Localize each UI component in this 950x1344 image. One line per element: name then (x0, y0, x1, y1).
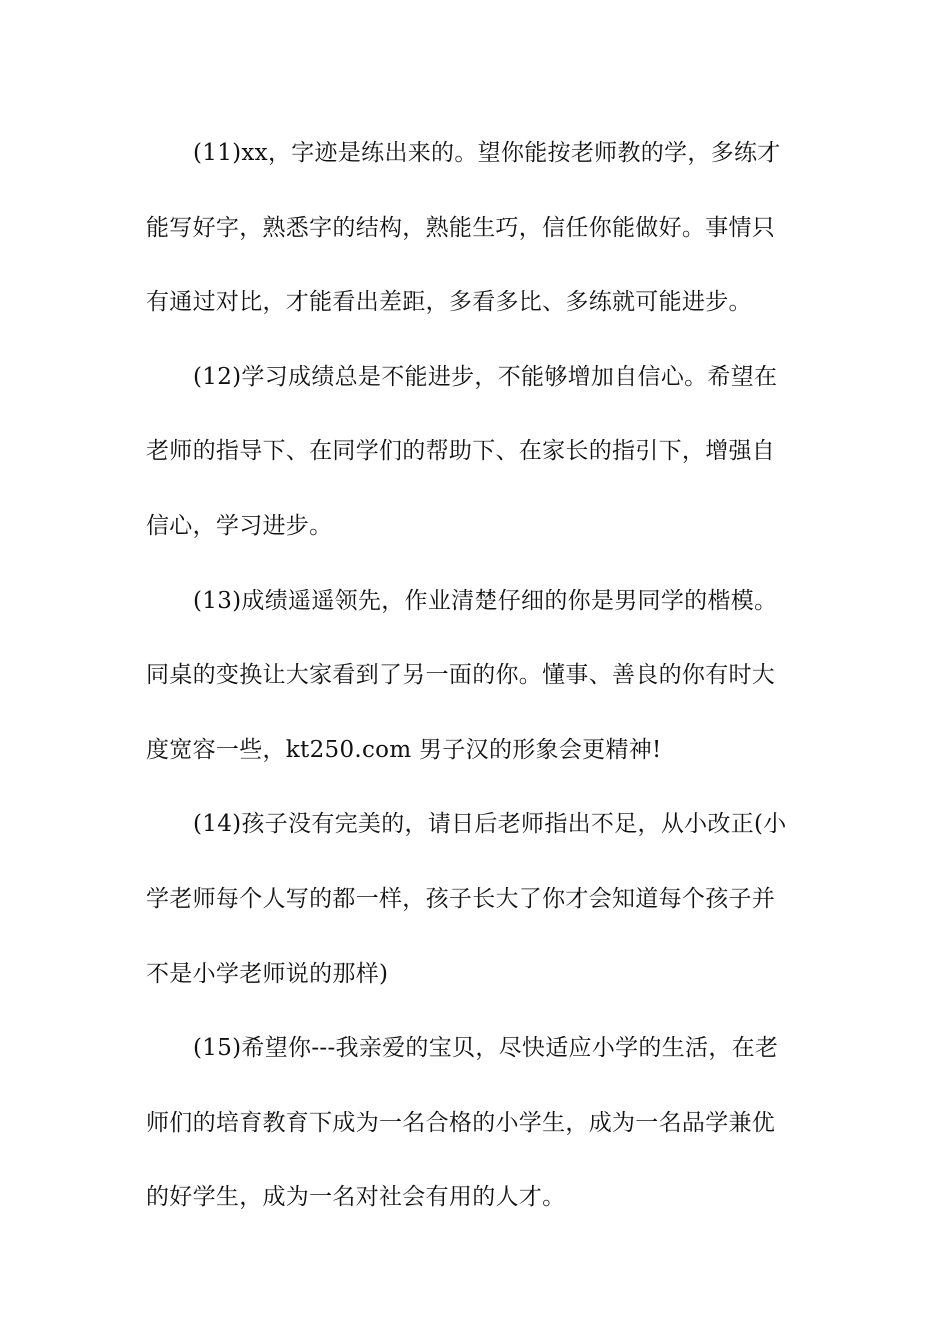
paragraph-11 (146, 116, 810, 340)
paragraph-13 (146, 564, 810, 788)
paragraph-line: (11)xx，字迹是练出来的。望你能按老师教的学，多练才 (193, 140, 781, 166)
paragraph-14 (146, 787, 810, 1011)
paragraph-line: 师们的培育教育下成为一名合格的小学生，成为一名品学兼优 (146, 1109, 776, 1136)
paragraph-line: 有通过对比，才能看出差距，多看多比、多练就可能进步。 (146, 289, 752, 316)
paragraph-line: 能写好字，熟悉字的结构，熟能生巧，信任你能做好。事情只 (146, 214, 776, 241)
paragraph-line: (15)希望你---我亲爱的宝贝，尽快适应小学的生活，在老 (193, 1035, 779, 1062)
paragraph-line: 信心，学习进步。 (146, 512, 333, 539)
paragraph-line: 不是小学老师说的那样) (146, 960, 389, 987)
paragraph-line: (12)学习成绩总是不能进步，不能够增加自信心。希望在 (193, 363, 778, 390)
paragraph-line: 老师的指导下、在同学们的帮助下、在家长的指引下，增强自 (146, 438, 776, 465)
paragraph-12 (146, 340, 810, 564)
document-body (146, 116, 810, 1235)
paragraph-line: 学老师每个人写的都一样，孩子长大了你才会知道每个孩子并 (146, 885, 776, 912)
paragraph-15 (146, 1011, 810, 1235)
paragraph-line: (14)孩子没有完美的，请日后老师指出不足，从小改正(小 (193, 811, 787, 838)
paragraph-line: (13)成绩遥遥领先，作业清楚仔细的你是男同学的楷模。 (193, 587, 778, 614)
paragraph-line: 度宽容一些，kt250.com 男子汉的形象会更精神! (146, 736, 662, 763)
paragraph-line: 同桌的变换让大家看到了另一面的你。懂事、善良的你有时大 (146, 662, 776, 689)
paragraph-line: 的好学生，成为一名对社会有用的人才。 (146, 1184, 566, 1211)
